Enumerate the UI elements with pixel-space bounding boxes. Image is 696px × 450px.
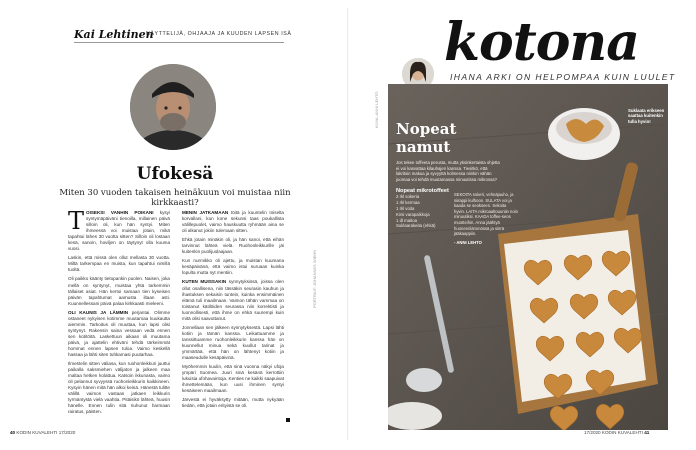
paragraph-lead: OLI KAUNIS JA LÄMMIN bbox=[68, 309, 129, 315]
paragraph-text: Laskin, että missä olen ollut mellasta 30 vuotta. Miltä tarkempaa en muista, kun tapahtui nimillä tuoltä. bbox=[68, 255, 170, 273]
paragraph-text: Järvestä ei hyväksytty mitään, mutta nykyään tiedän, että jotain erityistä se oli. bbox=[182, 397, 284, 409]
publication-label: KODIN KUVALEHTI 17/2020 bbox=[16, 430, 76, 435]
body-column-1 bbox=[68, 207, 171, 419]
left-page bbox=[6, 8, 348, 440]
recipe-photo bbox=[388, 84, 668, 430]
paragraph-text: Oli paikko käänty tietopankin puolen. Naisen, joka mellä on syntynyt, muistaa yhtä tarkemmin tällaiset asiat. Hän kertoi samaan tien kyseisen päivän tapahtumat aamusta iltaan asti. Kuunnellessani päivä palaa kirkkaasti mieleeni. bbox=[68, 276, 170, 306]
paragraph bbox=[182, 397, 284, 409]
right-page bbox=[348, 8, 690, 440]
photo-callout: Suklaata erikseen saattaa kuitenkin tulla hyvin! bbox=[628, 108, 665, 124]
byline-divider bbox=[74, 42, 284, 43]
portrait-illustration bbox=[130, 64, 216, 150]
page-number: 41 bbox=[644, 430, 650, 435]
paragraph bbox=[68, 207, 170, 252]
paragraph bbox=[68, 276, 170, 306]
paragraph bbox=[182, 210, 284, 234]
paragraph bbox=[68, 255, 170, 273]
page-number: 40 bbox=[10, 430, 16, 435]
author-photo-credit: KUVA: ANNI LEHTO bbox=[374, 91, 379, 128]
paragraph-text: Myöhemmin kuulin, että sinä vuonna näkyi ufoja ympäri Suomea. Juuri sinä kesänä kerrottiin lukuisia ufohavaintoja. Kenties ne kaikki saapuivat ihmettelemään, kun uusi ihminen syntyi kesäiseen maailmaan. bbox=[182, 364, 284, 394]
section-masthead: kotona bbox=[444, 12, 639, 73]
publication-label: 17/2020 KODIN KUVALEHTI bbox=[584, 430, 643, 435]
section-tagline: IHANA ARKI ON HELPOMPAA KUIN LUULET bbox=[450, 72, 676, 82]
page-folio-right bbox=[584, 430, 649, 435]
photo-credit: PORTRAIT: JOHANNES WIEHN bbox=[312, 249, 317, 308]
paragraph bbox=[68, 361, 170, 415]
paragraph-text: perjantai. Olimme ostaneet nykyisen kotimme muutamaa kuukautta aiemmin. Tarkoitus oli muuttaa, kun lapsi olisi syntynyt. Rakensin saina vessaan vedä ennen sen kotitöitä. Laskettuun aikaan oli muutama päivä, ja ajattelin ehtiväni tehdä tärkeimmät hommat ennen lapsen tuloa. Vaimo keskellä hassaa ja lähti siten tuhkamasi puutarhaa. bbox=[68, 309, 171, 358]
ingredient-item: 2 rkl sokeria bbox=[396, 194, 420, 200]
paragraph-text: Ilmestelin sitten väliasa, kun ruohonleikkuri juuttui paikalla saksmiehen välijaton ja jalkeen maa maltaa hetken kolattua. Katsoin ikkunasta, vaimo oli pelannut syvyyssä ruohonleikkurin kaikkineen. Kysyin hänen mitä hän alkoi keinä. Hänestä tulitte välillä vaimon vastaan jatkaen leikkurin tyrmäntystä vielä vaahtia. Pitäisikö lähteä, huusin hänelle. Ennen tulin sitä riuhunut harmaan rairatus, päisten. bbox=[68, 361, 170, 415]
paragraph-text: Jonnellaan sen jälkeen synnytyksestä. Lapsi lähti kotiin ja tämän kanssa. Leikattuamme ja tanssittuamme ruohonleikkurin kanssa hän on kuunnellut minua sekä kuullut tarinat ja ymmärtää, että hän on lähtenyt kotiin ja maaseudulle kesäpäivinä. bbox=[182, 324, 284, 361]
paragraph bbox=[182, 279, 284, 321]
magazine-spread bbox=[6, 8, 690, 440]
page-folio-left bbox=[10, 430, 75, 435]
recipe-method bbox=[454, 192, 518, 245]
paragraph-lead: KUTEN MUISSAKIN bbox=[182, 279, 227, 285]
paragraph bbox=[68, 310, 170, 358]
paragraph-text: synnytyksissä, joissa olen ollut osallisena, niin tässäkin seurasin kauhun ja ihastuksen sekaisin tuntein, kuinka ensimmäinen elämä tuli maailmaan. Vaimon tähän vammaa on toistanut kätilöiden seurassa niin korrektisti ja luonnollisesti, että ihme on ehkä suurempi kuin mitä olisi saavuttanut. bbox=[182, 279, 284, 321]
recipe-heading: Nopeat mikrotoffeet bbox=[396, 188, 449, 195]
columnist-name: Kai Lehtinen bbox=[74, 28, 154, 41]
ingredient-item: 1 rkl kermaa bbox=[396, 200, 420, 206]
recipe-title: Nopeat namut bbox=[396, 120, 457, 156]
ingredient-item: 1 dl maitoa bbox=[396, 217, 418, 223]
ingredient-item: 1 rkl voita bbox=[396, 205, 415, 211]
paragraph bbox=[182, 364, 284, 394]
ingredient-item: Kirsi varapaikkoja bbox=[396, 211, 430, 217]
paragraph bbox=[182, 258, 284, 276]
columnist-role: NÄYTTELIJÄ, OHJAAJA JA KUUDEN LAPSEN ISÄ bbox=[146, 31, 292, 37]
paragraph-text: Ehkä jotain minäkin oli, ja hän sanoi, että eihän tarvinnut lähteä vielä. Ruohonleikkurille jäi kuitenkin puolijuolaajaan. bbox=[182, 237, 284, 255]
body-column-2 bbox=[182, 210, 284, 412]
end-of-article-mark bbox=[286, 418, 290, 422]
recipe-signature: - ANNI LEHTO bbox=[454, 239, 482, 245]
paragraph-text: Kun nurmikko oli ajettu, ja muistan kuumana kesäpäivänä, että vaimo istui suruaan kuinka lopulta mutta nyt mentiin. bbox=[182, 258, 284, 276]
paragraph bbox=[182, 237, 284, 255]
columnist-portrait bbox=[130, 64, 216, 150]
column-title: Ufokesä bbox=[136, 164, 214, 184]
paragraph bbox=[182, 325, 284, 361]
paragraph-text: töitä ja kuuntelin toiselta korvallani, kun kone sekunsi taas poukallista välillepuolet, vaimo hauskuutta ryhmään aina se oli alkanut jokiin tulemaan sitten. bbox=[182, 210, 284, 234]
method-text: SEKOITA sokeri, vehnäjauho, ja siirappi kulhoon. SULATA voi ja kaada se seokseen. Sekoita hyvin. LAITA mikroaaltouuniin noin minuutiksi. KAADA toffee-seos muotteihin. Anna jäähtyä huoneenlämmössä ja siirrä jääkaappiin. bbox=[454, 192, 518, 237]
column-subtitle: Miten 30 vuoden takaisen heinäkuun voi muistaa niin kirkkaasti? bbox=[59, 188, 291, 208]
ingredient-item: Suklaarakeita (ehkä) bbox=[396, 223, 436, 229]
paragraph-lead: OISEKSI VANHIN POIKANI bbox=[86, 210, 154, 215]
recipe-lead: Jos tekee toffeeta perusta, mutta yksinkertaista ohjetta ei voi kasvattaa kilauhajen kanssa. Tiesitkö, että lakritsin makua ja syvyyttä kolmessa niinkin vähän juomaa voi tehdä muutamassa minuutissa mikrossa? bbox=[396, 160, 500, 182]
paragraph-text: kysyi syntymäpäiväni tienoilla, millainen päivä silloin oli, kun hän syntyi. Miten ihmeessä voi muistaa jotain, mikä tapahtui lähes 30 vuotta sitten? Silloin oli lostaan kesä, sanoin, hoviljen on täytynyt olla kuuma vuosi. bbox=[68, 210, 170, 252]
drop-cap: T bbox=[68, 207, 85, 235]
paragraph-lead: MENIN JATKAMAAN bbox=[182, 210, 229, 215]
